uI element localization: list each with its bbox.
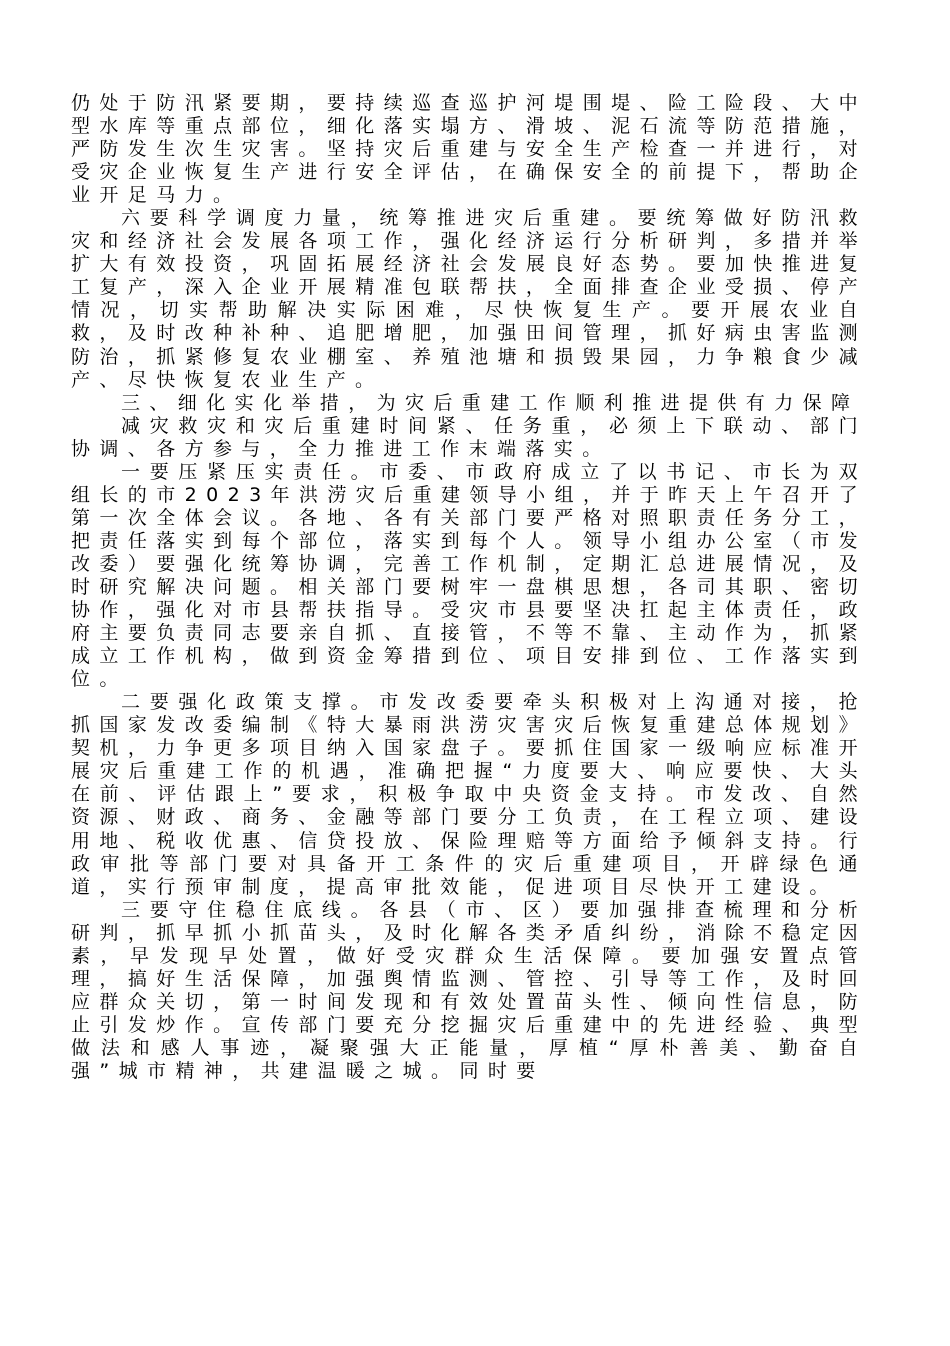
section-heading-three: 三、细化实化举措，为灾后重建工作顺利推进提供有力保障 [121,391,860,414]
paragraph-item-one: 一要压紧压实责任。市委、市政府成立了以书记、市长为双组长的市2023年洪涝灾后重建领导小组，并于昨天上午召开了第一次全体会议。各地、各有关部门要严格对照职责任务分工，把责任落实到每个部位，落实到每个人。领导小组办公室（市发改委）要强化统筹协调，完善工作机制，定期汇总进展情况，及时研究解决问题。相关部门要树牢一盘棋思想，各司其职、密切协作，强化对市县帮扶指导。受灾市县要坚决扛起主体责任，政府主要负责同志要亲自抓、直接管，不等不靠、主动作为，抓紧成立工作机构，做到资金筹措到位、项目安排到位、工作落实到位。 [71,460,867,691]
document-body [71,92,867,1083]
paragraph-flood-prevention-continued: 仍处于防汛紧要期，要持续巡查巡护河堤围堤、险工险段、大中型水库等重点部位，细化落实塌方、滑坡、泥石流等防范措施，严防发生次生灾害。坚持灾后重建与安全生产检查一并进行，对受灾企业恢复生产进行安全评估，在确保安全的前提下，帮助企业开足马力。 [71,92,867,207]
paragraph-item-six: 六要科学调度力量，统筹推进灾后重建。要统筹做好防汛救灾和经济社会发展各项工作，强化经济运行分析研判，多措并举扩大有效投资，巩固拓展经济社会发展良好态势。要加快推进复工复产，深入企业开展精准包联帮扶，全面排查企业受损、停产情况，切实帮助解决实际困难，尽快恢复生产。要开展农业自救，及时改种补种、追肥增肥，加强田间管理，抓好病虫害监测防治，抓紧修复农业棚室、养殖池塘和损毁果园，力争粮食少减产、尽快恢复农业生产。 [71,207,867,391]
paragraph-section-three-intro: 减灾救灾和灾后重建时间紧、任务重，必须上下联动、部门协调、各方参与，全力推进工作末端落实。 [71,414,867,460]
paragraph-item-three: 三要守住稳住底线。各县（市、区）要加强排查梳理和分析研判，抓早抓小抓苗头，及时化解各类矛盾纠纷，消除不稳定因素，早发现早处置，做好受灾群众生活保障。要加强安置点管理，搞好生活保障，加强舆情监测、管控、引导等工作，及时回应群众关切，第一时间发现和有效处置苗头性、倾向性信息，防止引发炒作。宣传部门要充分挖掘灾后重建中的先进经验、典型做法和感人事迹，凝聚强大正能量，厚植“厚朴善美、勤奋自强”城市精神，共建温暖之城。同时要 [71,898,867,1082]
paragraph-item-two: 二要强化政策支撑。市发改委要牵头积极对上沟通对接，抢抓国家发改委编制《特大暴雨洪涝灾害灾后恢复重建总体规划》契机，力争更多项目纳入国家盘子。要抓住国家一级响应标准开展灾后重建工作的机遇，准确把握“力度要大、响应要快、大头在前、评估跟上”要求，积极争取中央资金支持。市发改、自然资源、财政、商务、金融等部门要分工负责，在工程立项、建设用地、税收优惠、信贷投放、保险理赔等方面给予倾斜支持。行政审批等部门要对具备开工条件的灾后重建项目，开辟绿色通道，实行预审制度，提高审批效能，促进项目尽快开工建设。 [71,691,867,898]
